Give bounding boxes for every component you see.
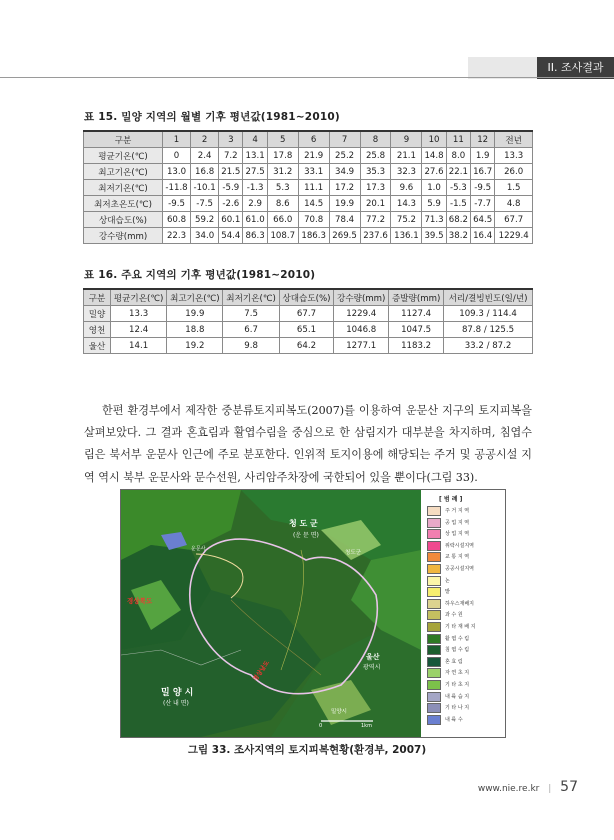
header-rule (0, 77, 614, 78)
table-cell: 21.9 (298, 148, 329, 164)
table-cell: 2.4 (191, 148, 219, 164)
table-cell: 16.4 (471, 228, 495, 244)
map-label-cheongdo-small: 청도군 (345, 550, 361, 556)
table-cell: 1229.4 (334, 306, 389, 322)
table-cell: 18.8 (167, 322, 223, 338)
table-cell: 8.0 (446, 148, 470, 164)
map-label-unmunsa: 운문사 (191, 546, 206, 552)
legend-swatch (427, 518, 441, 528)
table16-header-cell: 증발량(mm) (389, 289, 444, 306)
table-cell: 87.8 / 125.5 (444, 322, 533, 338)
table-row (84, 212, 533, 228)
table-cell: 14.1 (111, 338, 167, 354)
row-label: 영천 (84, 322, 111, 338)
table-cell: -5.9 (219, 180, 243, 196)
row-label: 최고기온(℃) (84, 164, 163, 180)
table-cell: 61.0 (243, 212, 267, 228)
table15-header-cell: 11 (446, 131, 470, 148)
legend-label: 교 통 지 역 (445, 554, 470, 561)
table16-header-cell: 최고기온(℃) (167, 289, 223, 306)
table-cell: 25.2 (329, 148, 360, 164)
paragraph-text: 한편 환경부에서 제작한 중분류토지피복도(2007)를 이용하여 운문산 지구의 토지피복을 살펴보았다. 그 결과 혼효림과 활엽수림을 중심으로 한 삼림지가 대부분을 차지하며, 침엽수림은 북서부 운문사 인근에 주로 분포한다. 인위적 토지이용에 해당되는 주거 및 공공시설 지역 역시 북부 운문사와 문수선원, 사리암주차장에 국한되어 있을 뿐이다(그림 33). (84, 404, 532, 484)
footer-url-text: www.nie.re.kr (477, 784, 540, 794)
land-cover-map (120, 489, 506, 738)
table16-header-cell: 구분 (84, 289, 111, 306)
table15-header-cell: 3 (219, 131, 243, 148)
table-cell: 237.6 (360, 228, 391, 244)
body-paragraph (84, 400, 532, 489)
table-row (84, 180, 533, 196)
table15-header-cell: 1 (163, 131, 191, 148)
table15-caption: 표 15. 밀양 지역의 월별 기후 평년값(1981∼2010) (84, 111, 340, 123)
legend-label: 기 타 재 배 지 (445, 624, 476, 630)
table-cell: 14.3 (391, 196, 422, 212)
table-cell: 67.7 (279, 306, 334, 322)
map-label-ulsan: 울산 (366, 653, 380, 661)
table-cell: 1.5 (495, 180, 533, 196)
legend-label: 논 (445, 577, 450, 584)
legend-swatch (427, 564, 441, 574)
legend-label: 내 륙 습 지 (445, 693, 470, 700)
legend-swatch (427, 529, 441, 539)
map-label-gyeongnam: 경상남도 (251, 659, 271, 683)
section-title: II. 조사결과 (537, 57, 614, 79)
table-cell: 13.3 (111, 306, 167, 322)
legend-label: 활 엽 수 림 (445, 635, 470, 642)
table-cell: 12.4 (111, 322, 167, 338)
row-label: 울산 (84, 338, 111, 354)
map-scale-label: 1km (361, 723, 372, 729)
table-cell: 19.9 (329, 196, 360, 212)
legend-swatch (427, 645, 441, 655)
table-cell: 1.0 (422, 180, 446, 196)
table-cell: 60.8 (163, 212, 191, 228)
legend-label: 내 륙 수 (445, 716, 463, 723)
table-cell: 6.7 (223, 322, 279, 338)
legend-label: 밭 (445, 589, 450, 596)
legend-label: 위락시설지역 (445, 542, 474, 549)
table-cell: 38.2 (446, 228, 470, 244)
legend-title: [ 범 례 ] (439, 496, 463, 503)
table-cell: -1.5 (446, 196, 470, 212)
legend-swatch (427, 703, 441, 713)
map-label-miryang-bottom: 밀양시 (331, 709, 347, 715)
table-cell: 2.9 (243, 196, 267, 212)
table-cell: 78.4 (329, 212, 360, 228)
map-label-ulsan-city: 광역시 (363, 664, 381, 671)
table-cell: 109.3 / 114.4 (444, 306, 533, 322)
table-cell: 1277.1 (334, 338, 389, 354)
table-cell: 11.1 (298, 180, 329, 196)
table-cell: 34.0 (191, 228, 219, 244)
table-cell: 70.8 (298, 212, 329, 228)
table-row (84, 338, 533, 354)
map-label-cheongdo: 청 도 군 (289, 519, 318, 528)
map-label-miryang: 밀 양 시 (161, 688, 194, 698)
table-cell: 67.7 (495, 212, 533, 228)
legend-label: 기 타 나 지 (445, 705, 470, 712)
legend-swatch (427, 668, 441, 678)
table-cell: 4.8 (495, 196, 533, 212)
table-cell: 65.1 (279, 322, 334, 338)
legend-label: 침 엽 수 림 (445, 647, 470, 654)
table-cell: -2.6 (219, 196, 243, 212)
table15-header-cell: 구분 (84, 131, 163, 148)
table-cell: 5.9 (422, 196, 446, 212)
table-cell: 108.7 (267, 228, 298, 244)
table-cell: 64.2 (279, 338, 334, 354)
footer-url (478, 779, 578, 795)
legend-swatch (427, 634, 441, 644)
table-row (84, 322, 533, 338)
footer-separator: | (548, 784, 552, 794)
table15 (83, 130, 533, 244)
legend-label: 공 업 지 역 (445, 519, 470, 526)
row-label: 최저기온(℃) (84, 180, 163, 196)
table15-header-cell: 12 (471, 131, 495, 148)
table16 (83, 288, 533, 354)
table-cell: 9.8 (223, 338, 279, 354)
table-row (84, 306, 533, 322)
legend-swatch (427, 552, 441, 562)
table-cell: 25.8 (360, 148, 391, 164)
legend-swatch (427, 715, 441, 725)
legend-swatch (427, 610, 441, 620)
table-cell: 1183.2 (389, 338, 444, 354)
table-cell: 7.5 (223, 306, 279, 322)
table-cell: -7.7 (471, 196, 495, 212)
table15-header-cell: 8 (360, 131, 391, 148)
table-cell: 22.3 (163, 228, 191, 244)
table-cell: -9.5 (471, 180, 495, 196)
table-cell: 21.1 (391, 148, 422, 164)
legend-swatch (427, 576, 441, 586)
table-cell: 68.2 (446, 212, 470, 228)
table-cell: 5.3 (267, 180, 298, 196)
table-cell: 86.3 (243, 228, 267, 244)
row-label: 강수량(mm) (84, 228, 163, 244)
map-label-unmun: (운 문 면) (293, 532, 319, 539)
figure-caption: 그림 33. 조사지역의 토지피복현황(환경부, 2007) (187, 744, 427, 756)
table15-header-cell: 10 (422, 131, 446, 148)
table16-header-cell: 강수량(mm) (334, 289, 389, 306)
table-cell: 14.8 (422, 148, 446, 164)
row-label: 상대습도(%) (84, 212, 163, 228)
table15-header-cell: 전년 (495, 131, 533, 148)
table15-header-cell: 9 (391, 131, 422, 148)
table-cell: 27.5 (243, 164, 267, 180)
table-cell: 31.2 (267, 164, 298, 180)
table15-header-cell: 5 (267, 131, 298, 148)
table-cell: 0 (163, 148, 191, 164)
table-cell: -1.3 (243, 180, 267, 196)
table16-header-cell: 서리/결빙빈도(일/년) (444, 289, 533, 306)
legend-swatch (427, 599, 441, 609)
table-cell: -9.5 (163, 196, 191, 212)
table-cell: 7.2 (219, 148, 243, 164)
table-cell: 26.0 (495, 164, 533, 180)
legend-swatch (427, 657, 441, 667)
table-cell: -10.1 (191, 180, 219, 196)
table16-header-cell: 상대습도(%) (279, 289, 334, 306)
table-cell: 64.5 (471, 212, 495, 228)
map-label-gyeongbuk: 경상북도 (127, 597, 153, 605)
legend-label: 기 타 초 지 (445, 682, 470, 688)
legend-label: 주 거 지 역 (445, 508, 470, 514)
table-cell: 19.9 (167, 306, 223, 322)
table16-header-cell: 평균기온(℃) (111, 289, 167, 306)
table-cell: 21.5 (219, 164, 243, 180)
table-cell: 186.3 (298, 228, 329, 244)
table-cell: -7.5 (191, 196, 219, 212)
table-cell: 77.2 (360, 212, 391, 228)
row-label: 밀양 (84, 306, 111, 322)
table-cell: 17.2 (329, 180, 360, 196)
table15-header-cell: 4 (243, 131, 267, 148)
table-cell: 13.3 (495, 148, 533, 164)
table-cell: 13.1 (243, 148, 267, 164)
legend-label: 공공시설지역 (445, 566, 474, 572)
table-row (84, 196, 533, 212)
table-cell: 8.6 (267, 196, 298, 212)
table-cell: 269.5 (329, 228, 360, 244)
legend-swatch (427, 506, 441, 516)
table-cell: 35.3 (360, 164, 391, 180)
legend-label: 과 수 원 (445, 612, 463, 619)
table15-header-cell: 6 (298, 131, 329, 148)
legend-swatch (427, 680, 441, 690)
map-scale-zero: 0 (319, 723, 323, 729)
table-cell: 1046.8 (334, 322, 389, 338)
table15-header-cell: 2 (191, 131, 219, 148)
legend-swatch (427, 622, 441, 632)
table-cell: 20.1 (360, 196, 391, 212)
table16-header-cell: 최저기온(℃) (223, 289, 279, 306)
table-row (84, 228, 533, 244)
table-cell: 1047.5 (389, 322, 444, 338)
table-cell: 16.7 (471, 164, 495, 180)
table-cell: 59.2 (191, 212, 219, 228)
table-cell: 13.0 (163, 164, 191, 180)
page-number: 57 (560, 779, 578, 795)
table-cell: 1229.4 (495, 228, 533, 244)
legend-label: 상 업 지 역 (445, 531, 470, 538)
table-cell: 1127.4 (389, 306, 444, 322)
table-cell: 71.3 (422, 212, 446, 228)
legend-swatch (427, 541, 441, 551)
table-cell: 66.0 (267, 212, 298, 228)
legend-swatch (427, 587, 441, 597)
table-cell: -5.3 (446, 180, 470, 196)
table-cell: 9.6 (391, 180, 422, 196)
table-row (84, 148, 533, 164)
table-cell: 75.2 (391, 212, 422, 228)
table-cell: 54.4 (219, 228, 243, 244)
legend-label: 자 연 초 지 (445, 670, 470, 677)
table-cell: 136.1 (391, 228, 422, 244)
table-cell: 14.5 (298, 196, 329, 212)
table-row (84, 164, 533, 180)
table-cell: 22.1 (446, 164, 470, 180)
table-cell: 17.3 (360, 180, 391, 196)
table-cell: 17.8 (267, 148, 298, 164)
table-cell: 1.9 (471, 148, 495, 164)
legend-label: 혼 효 림 (445, 658, 463, 665)
table15-header-cell: 7 (329, 131, 360, 148)
table-cell: 33.1 (298, 164, 329, 180)
table16-caption: 표 16. 주요 지역의 기후 평년값(1981∼2010) (84, 269, 316, 281)
table-cell: 19.2 (167, 338, 223, 354)
row-label: 최저초온도(℃) (84, 196, 163, 212)
table-cell: 34.9 (329, 164, 360, 180)
table-cell: 60.1 (219, 212, 243, 228)
table-cell: 27.6 (422, 164, 446, 180)
row-label: 평균기온(℃) (84, 148, 163, 164)
legend-swatch (427, 692, 441, 702)
table-cell: 32.3 (391, 164, 422, 180)
legend-label: 하우스재배지 (445, 600, 474, 607)
map-label-sannae: (산 내 면) (163, 700, 189, 707)
table-cell: 39.5 (422, 228, 446, 244)
table-cell: 16.8 (191, 164, 219, 180)
table-cell: 33.2 / 87.2 (444, 338, 533, 354)
table-cell: -11.8 (163, 180, 191, 196)
